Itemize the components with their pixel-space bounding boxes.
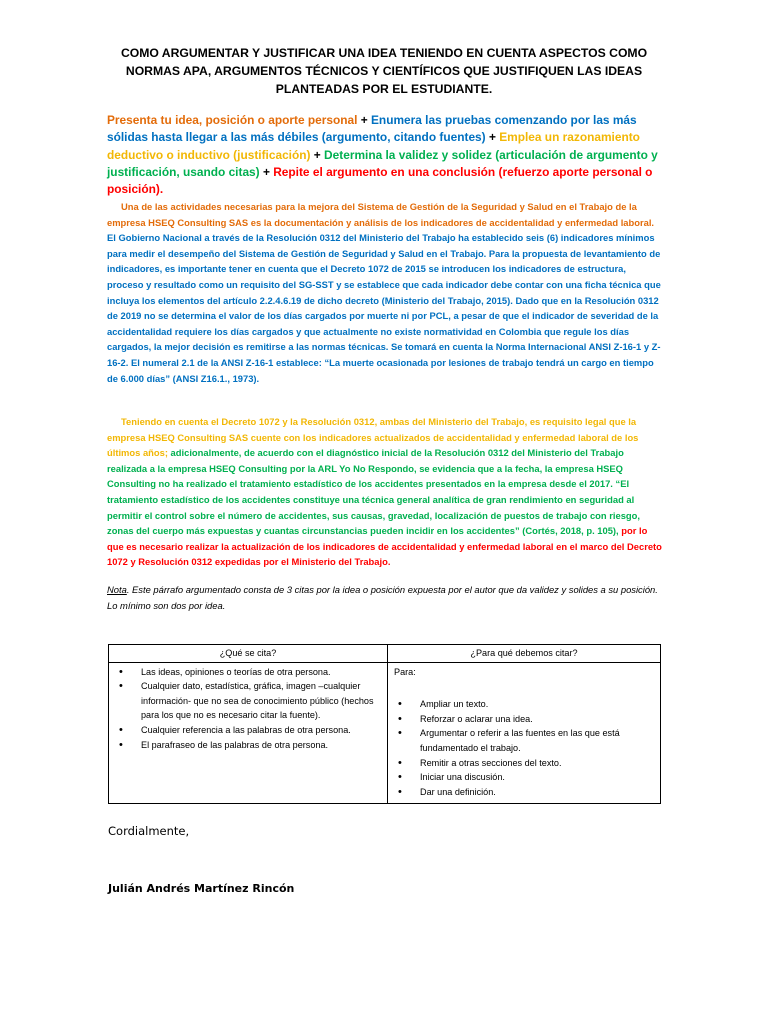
list-item: • Dar una definición. xyxy=(394,785,652,800)
header-what-to-cite: ¿Qué se cita? xyxy=(109,645,388,663)
paragraph-2-reasoning: Teniendo en cuenta el Decreto 1072 y la Resolución 0312, ambas del Ministerio del Trabajo, es requisito legal que la empresa HSEQ Consulting SAS cuente con los indicadores actualizados de accidentalidad y enfermedad laboral de los últimos años; xyxy=(107,416,639,459)
guide-plus: + xyxy=(259,164,274,179)
guide-step-reasoning: Emplea un razonamiento deductivo o inductivo (justificación) xyxy=(107,130,640,162)
citation-table xyxy=(108,644,661,804)
why-cite-list xyxy=(394,697,652,799)
paragraph-1-evidence: El Gobierno Nacional a través de la Resolución 0312 del Ministerio del Trabajo ha establecido seis (6) indicadores mínimos para medir el desempeño del Sistema de Gestión de Seguridad y Salud en el Trabajo. Para la propuesta de levantamiento de indicadores, es importante tener en cuenta que el Decreto 1072 de 2015 se introducen los indicadores de estructura, proceso y resultado como un requisito del SG-SST y se establece que cada indicador debe contar con una ficha técnica que incluya los elementos del artículo 2.2.4.6.19 de dicho decreto (Ministerio del Trabajo, 2015). Dado que en la Resolución 0312 de 2019 no se determina el valor de los días cargados por muerte ni por PCL, a pesar de que el indicador de severidad de la accidentalidad requiere los días cargados y que actualmente no existe normatividad en Colombia que regule los días cargados, la mejor decisión es remitirse a las normas técnicas. Se tomará en cuenta la Norma Internacional ANSI Z-16-1 y Z-16-2. El numeral 2.1 de la ANSI Z-16-1 establece: “La muerte ocasionada por lesiones de trabajo tendrá un cargo en tiempo de 6.000 días” (ANSI Z16.1., 1973). xyxy=(107,232,661,384)
guide-step-conclusion: Repite el argumento en una conclusión (refuerzo aporte personal o posición). xyxy=(107,164,653,197)
list-item: • Argumentar o referir a las fuentes en las que está fundamentado el trabajo. xyxy=(394,726,652,755)
list-item: • Las ideas, opiniones o teorías de otra persona. xyxy=(115,665,379,680)
guide-step-validity: Determina la validez y solidez (articulación de argumento y justificación, usando citas) xyxy=(107,147,658,179)
argument-paragraph-1 xyxy=(107,199,662,386)
author-signature: Julián Andrés Martínez Rincón xyxy=(108,882,295,895)
table-header-row xyxy=(109,645,661,663)
note-text: . Este párrafo argumentado consta de 3 citas por la idea o posición expuesta por el autor que da validez y solides a su posición. Lo mínimo son dos por idea. xyxy=(107,584,658,611)
argument-guide xyxy=(107,112,662,198)
list-item: • Reforzar o aclarar una idea. xyxy=(394,712,652,727)
list-item: • Cualquier dato, estadística, gráfica, imagen –cualquier información- que no sea de conocimiento público (hechos para los que no es necesario citar la fuente). xyxy=(115,679,379,723)
guide-plus: + xyxy=(357,113,371,127)
why-cite-label: Para: xyxy=(394,666,416,677)
what-to-cite-list xyxy=(115,665,379,753)
why-cite-cell xyxy=(388,662,661,804)
guide-plus: + xyxy=(485,130,500,145)
list-item: • Cualquier referencia a las palabras de otra persona. xyxy=(115,723,379,738)
list-item: • Ampliar un texto. xyxy=(394,697,652,712)
paragraph-2-validity: adicionalmente, de acuerdo con el diagnóstico inicial de la Resolución 0312 del Ministerio del Trabajo realizada a la empresa HSEQ Consulting por la ARL Yo No Respondo, se evidencia que a la fecha, la empresa HSEQ Consulting no ha realizado el tratamiento estadístico de los accidentes presentados en la empresa desde el 2017. “El tratamiento estadístico de los accidentes constituye una técnica general analítica de gran rendimiento en seguridad al permitir el control sobre el número de accidentes, sus causas, gravedad, localización de puestos de trabajo con riesgo, zonas del cuerpo más expuestas y cuantas circunstancias pueden incidir en los accidentes” (Cortés, 2018, p. 105), xyxy=(107,447,640,537)
list-item: • El parafraseo de las palabras de otra persona. xyxy=(115,738,379,753)
header-why-cite: ¿Para qué debemos citar? xyxy=(388,645,661,663)
table-row xyxy=(109,662,661,804)
list-item: • Iniciar una discusión. xyxy=(394,770,652,785)
what-to-cite-cell xyxy=(109,662,388,804)
note-label: Nota xyxy=(107,584,127,595)
guide-plus: + xyxy=(310,147,325,162)
paragraph-2-conclusion: por lo que es necesario realizar la actualización de los indicadores de accidentalidad y enfermedad laboral en el marco del Decreto 1072 y Resolución 0312 expedidas por el Ministerio del Trabajo. xyxy=(107,525,662,568)
guide-step-evidence: Enumera las pruebas comenzando por las más sólidas hasta llegar a las más débiles (argumento, citando fuentes) xyxy=(107,113,637,145)
guide-step-idea: Presenta tu idea, posición o aporte personal xyxy=(107,113,358,127)
paragraph-1-idea: Una de las actividades necesarias para la mejora del Sistema de Gestión de la Seguridad y Salud en el Trabajo de la empresa HSEQ Consulting SAS es la documentación y análisis de los indicadores de accidentalidad y enfermedad laboral. xyxy=(107,201,655,228)
document-title: COMO ARGUMENTAR Y JUSTIFICAR UNA IDEA TENIENDO EN CUENTA ASPECTOS COMO NORMAS APA, ARGUMENTOS TÉCNICOS Y CIENTÍFICOS QUE JUSTIFIQUEN LAS IDEAS PLANTEADAS POR EL ESTUDIANTE. xyxy=(120,46,648,96)
closing-salutation: Cordialmente, xyxy=(108,824,190,838)
argument-paragraph-2 xyxy=(107,414,662,570)
list-item: • Remitir a otras secciones del texto. xyxy=(394,756,652,771)
note-paragraph xyxy=(107,582,662,613)
